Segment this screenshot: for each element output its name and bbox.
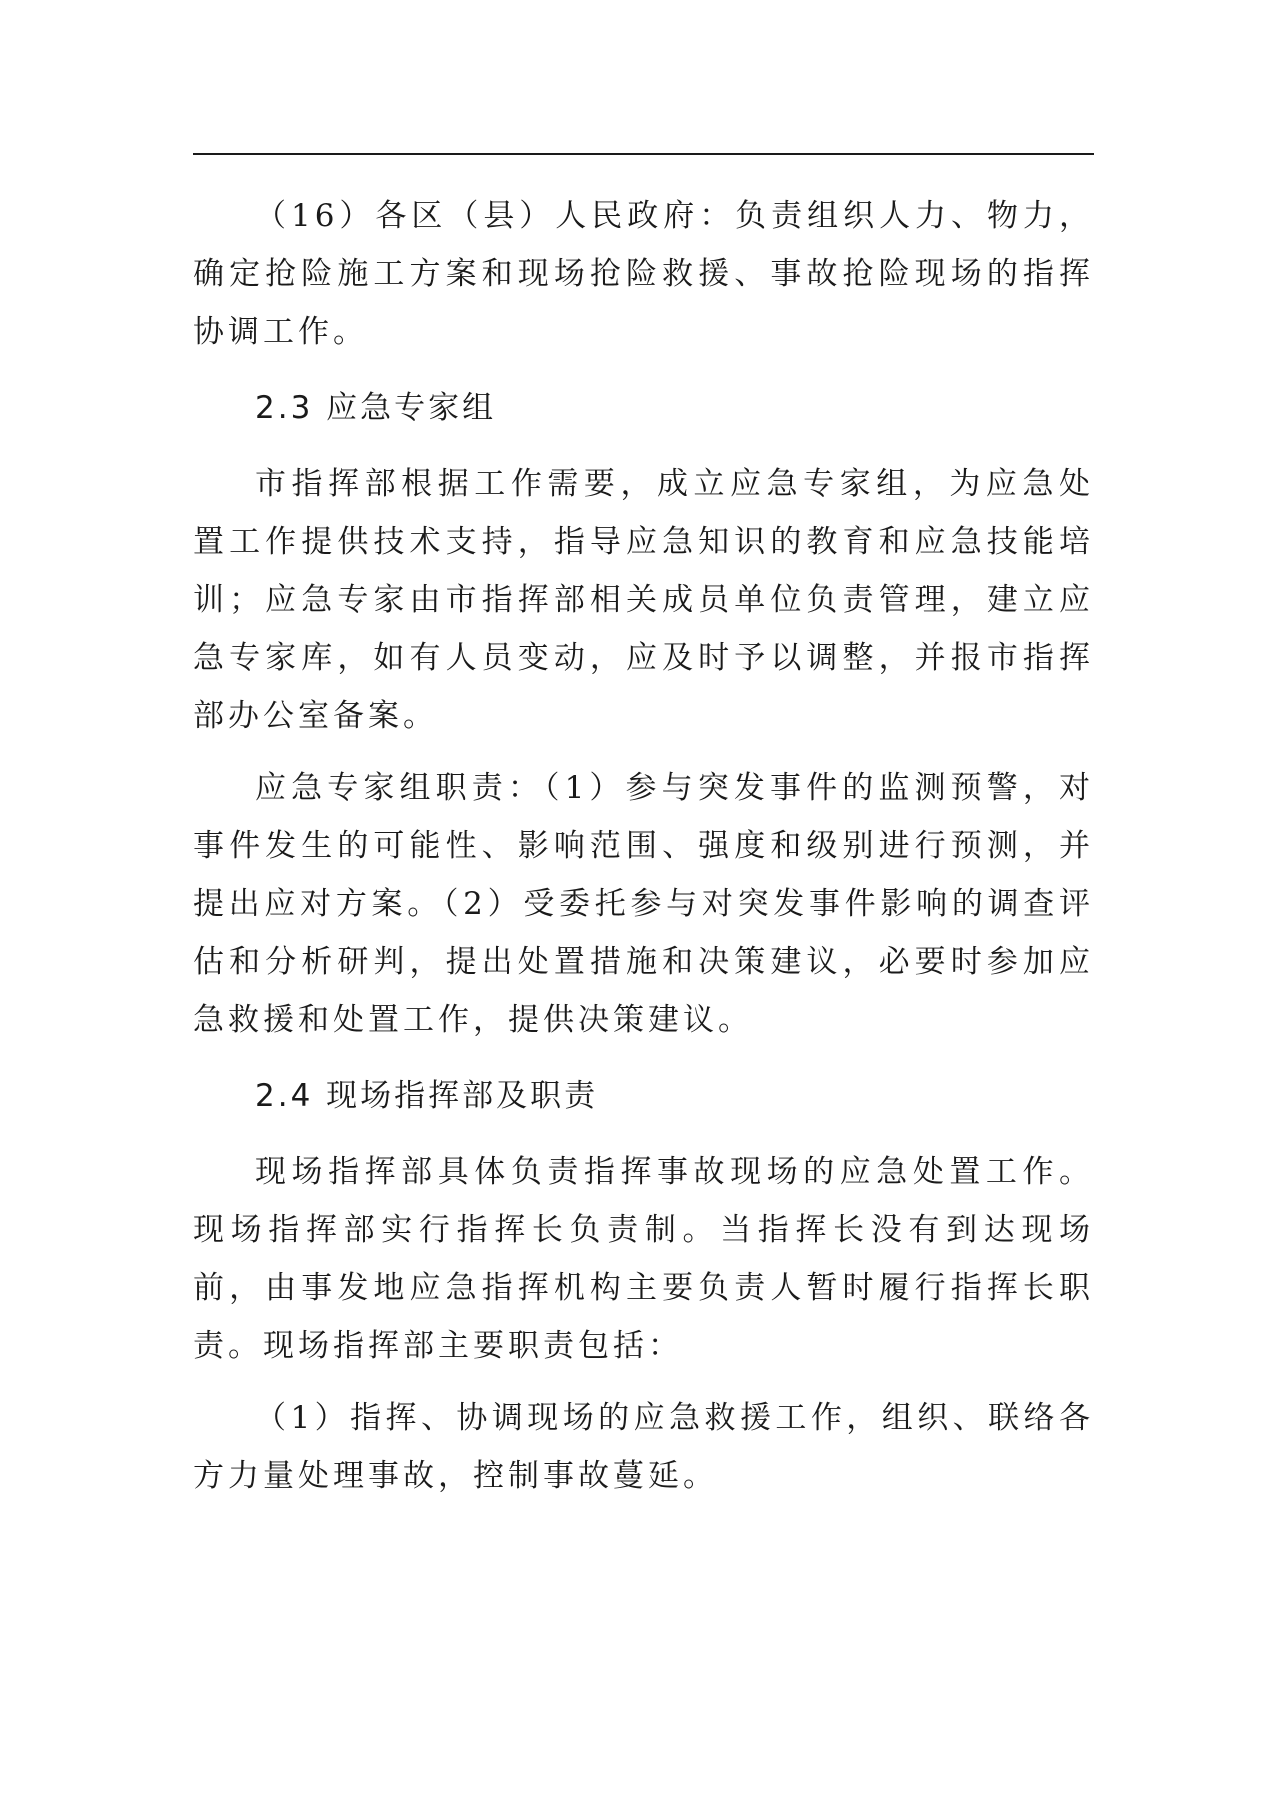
paragraph-expert-group-duties: 应急专家组职责：（1）参与突发事件的监测预警，对事件发生的可能性、影响范围、强度和级别进行预测，并提出应对方案。（2）受委托参与对突发事件影响的调查评估和分析研判，提出处置措施和决策建议，必要时参加应急救援和处置工作，提供决策建议。: [193, 770, 1094, 1038]
section-heading-2-4: 2.4 现场指挥部及职责: [255, 1078, 599, 1114]
section-heading-2-3: 2.3 应急专家组: [255, 390, 497, 426]
paragraph-onsite-command-intro: 现场指挥部具体负责指挥事故现场的应急处置工作。现场指挥部实行指挥长负责制。当指挥长没有到达现场前，由事发地应急指挥机构主要负责人暂时履行指挥长职责。现场指挥部主要职责包括：: [193, 1154, 1094, 1364]
document-body: [193, 187, 1094, 1505]
header-rule: [193, 153, 1094, 155]
paragraph-onsite-command-item-1: （1）指挥、协调现场的应急救援工作，组织、联络各方力量处理事故，控制事故蔓延。: [193, 1400, 1094, 1494]
paragraph-district-government: （16）各区（县）人民政府：负责组织人力、物力，确定抢险施工方案和现场抢险救援、事故抢险现场的指挥协调工作。: [193, 198, 1094, 350]
paragraph-expert-group-intro: 市指挥部根据工作需要，成立应急专家组，为应急处置工作提供技术支持，指导应急知识的教育和应急技能培训；应急专家由市指挥部相关成员单位负责管理，建立应急专家库，如有人员变动，应及时予以调整，并报市指挥部办公室备案。: [193, 466, 1094, 734]
